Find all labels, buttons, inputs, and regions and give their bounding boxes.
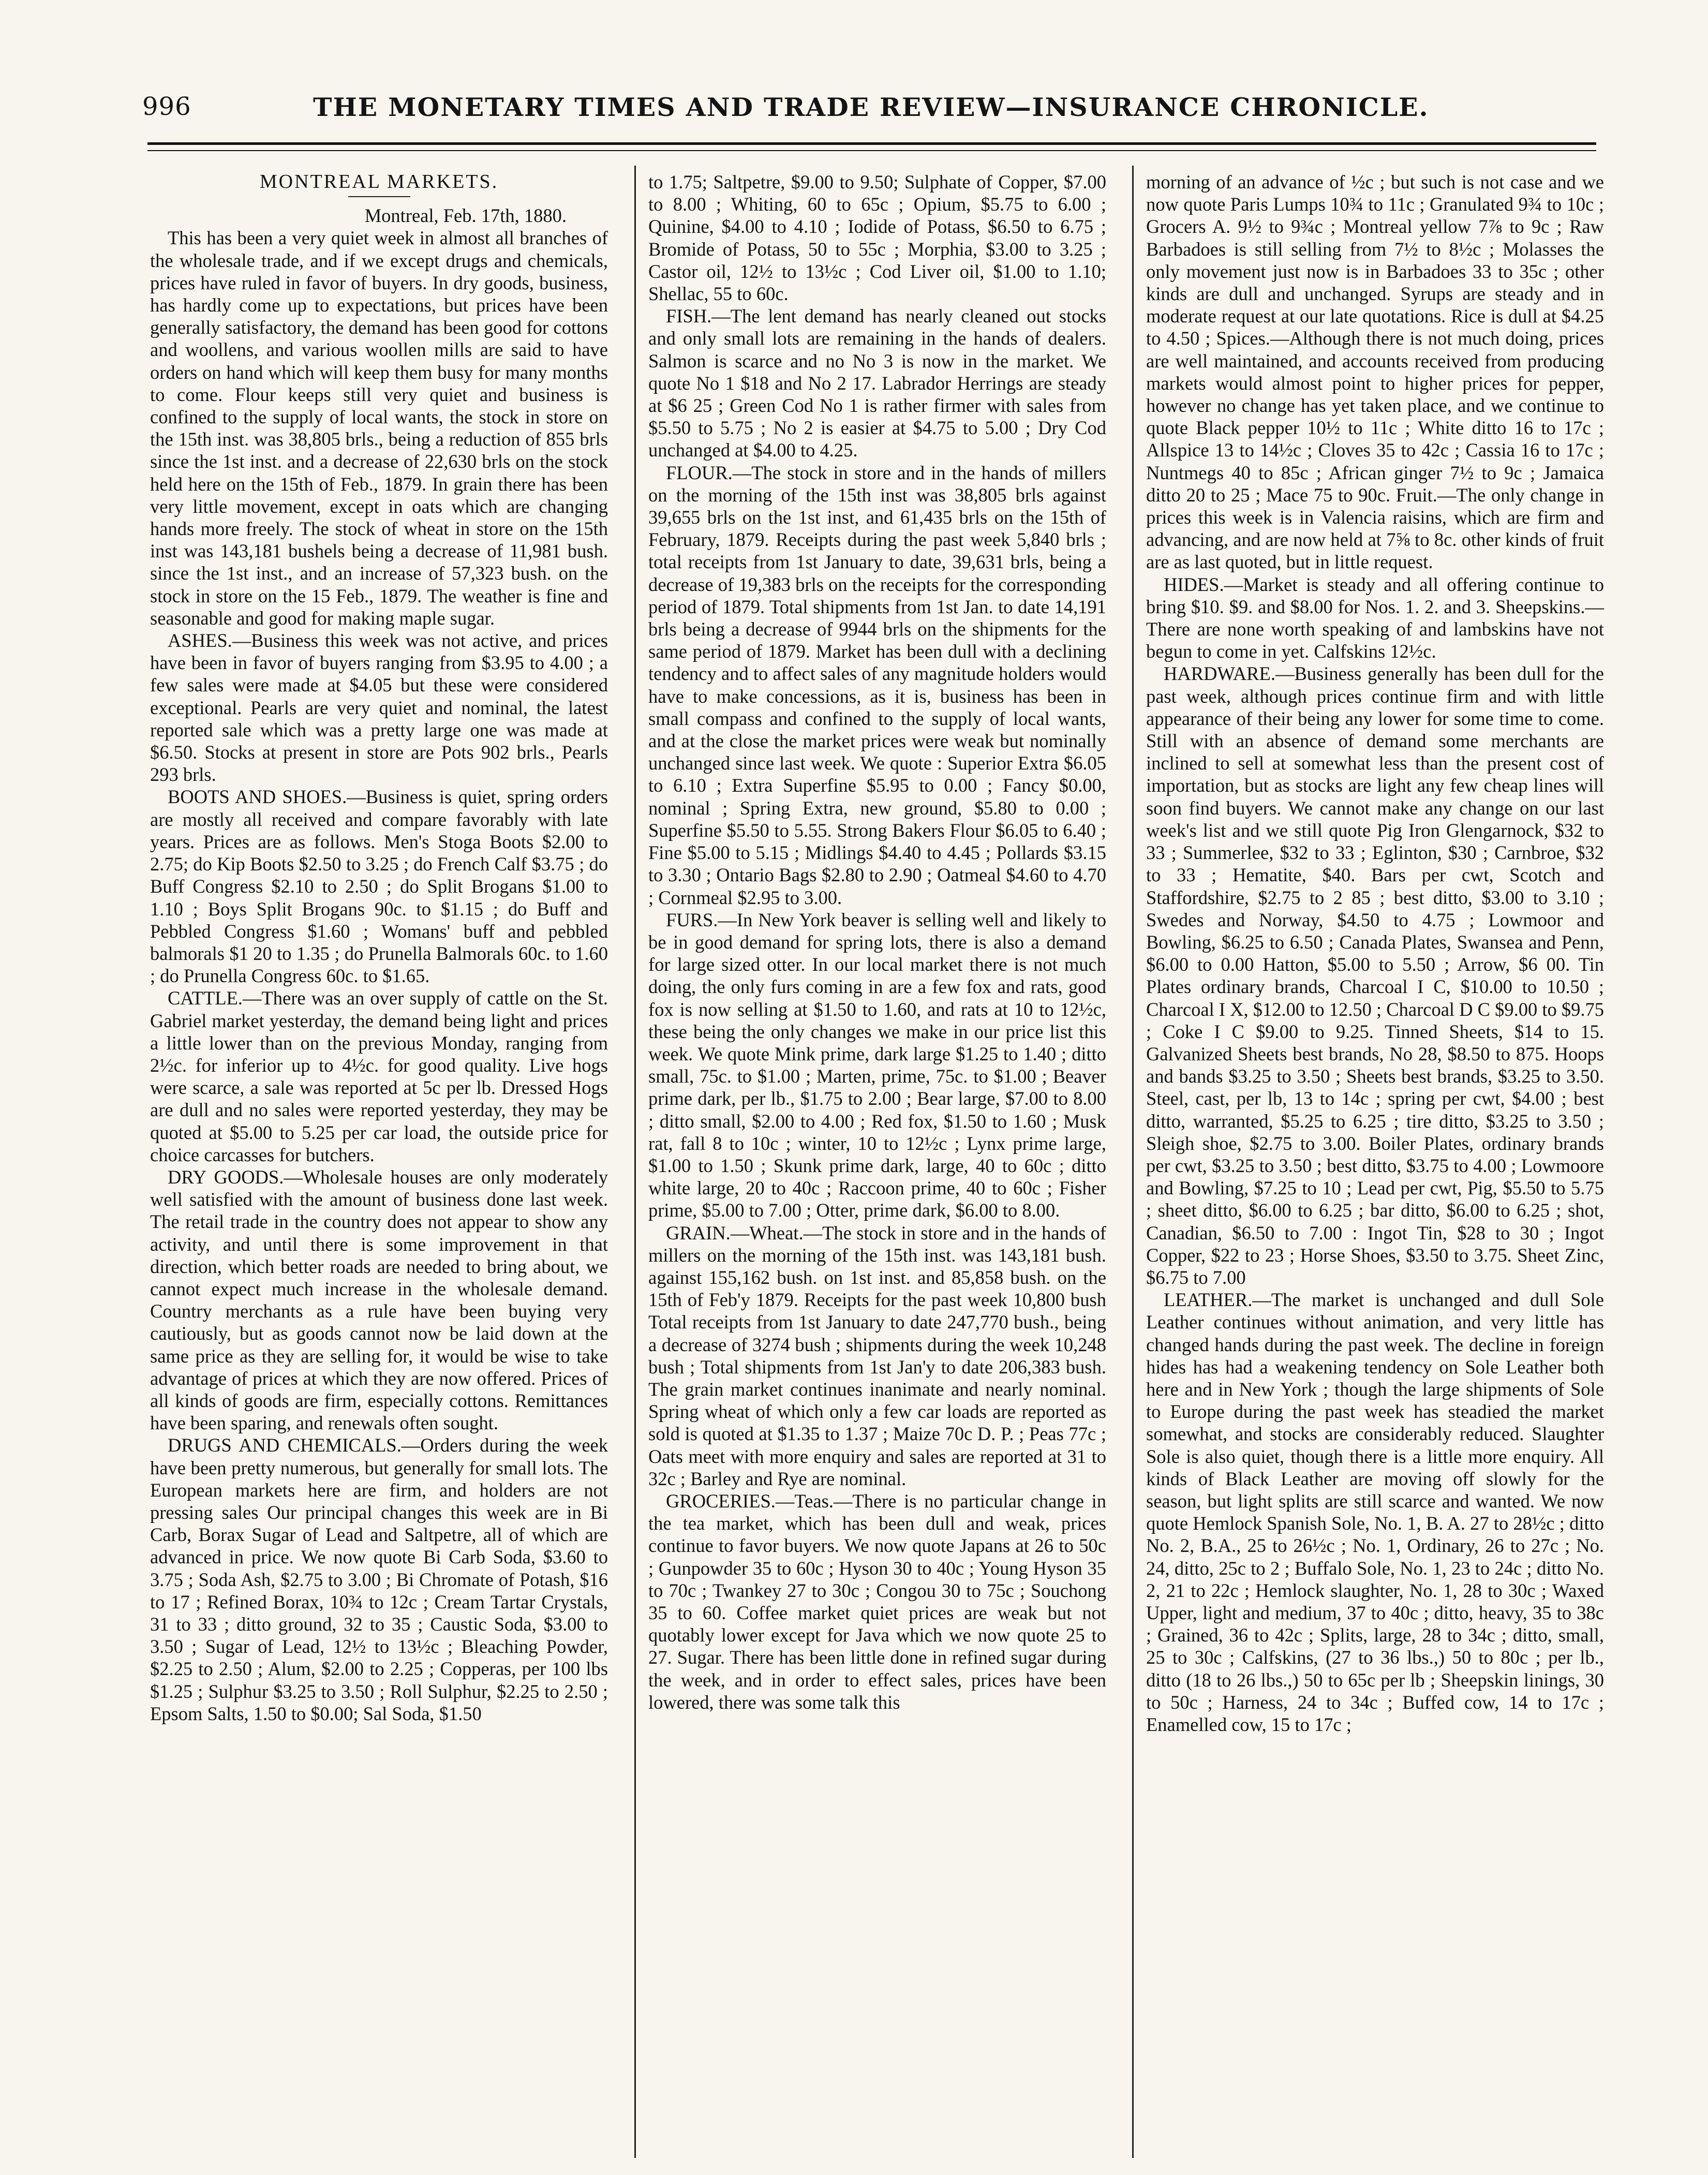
paragraph-hides: HIDES.—Market is steady and all offering continue to bring $10. $9. and $8.00 for Nos. 1. 2. and 3. Sheepskins.—There are none worth speaking of and lambskins have not begun to come in yet. Calfskins 12½c.: [1146, 573, 1604, 662]
page-number: 996: [142, 92, 191, 121]
text-column-2: [648, 171, 1106, 1713]
paragraph-dry-goods: DRY GOODS.—Wholesale houses are only moderately well satisfied with the amount of business done last week. The retail trade in the country does not appear to show any activity, and until there is some improvement in that direction, which better roads are needed to bring about, we cannot expect much increase in the wholesale demand. Country merchants as a rule have been buying very cautiously, but as goods cannot now be laid down at the same price as they are selling for, it would be wise to take advantage of prices at which they are now offered. Prices of all kinds of goods are firm, especially cottons. Remittances have been sparing, and renewals often sought.: [150, 1166, 608, 1434]
paragraph-boots-and-shoes: BOOTS AND SHOES.—Business is quiet, spring orders are mostly all received and compare favorably with late years. Prices are as follows. Men's Stoga Boots $2.00 to 2.75; do Kip Boots $2.50 to 3.25 ; do French Calf $3.75 ; do Buff Congress $2.10 to 2.50 ; do Split Brogans $1.00 to 1.10 ; Boys Split Brogans 90c. to $1.15 ; do Buff and Pebbled Congress $1.60 ; Womans' buff and pebbled balmorals $1 20 to 1.35 ; do Prunella Balmorals 60c. to 1.60 ; do Prunella Congress 60c. to $1.65.: [150, 786, 608, 987]
paragraph-cattle: CATTLE.—There was an over supply of cattle on the St. Gabriel market yesterday, the demand being light and prices a little lower than on the previous Monday, ranging from 2½c. for inferior up to 4½c. for good quality. Live hogs were scarce, a sale was reported at 5c per lb. Dressed Hogs are dull and no sales were reported yesterday, they may be quoted at $5.00 to 5.25 per car load, the outside price for choice carcasses for butchers.: [150, 987, 608, 1165]
paragraph-intro: This has been a very quiet week in almost all branches of the wholesale trade, and if we except drugs and chemicals, prices have ruled in favor of buyers. In dry goods, business, has hardly come up to expectations, but prices have been generally satisfactory, the demand has been good for cottons and woollens, and various woollen mills are said to have orders on hand which will keep them busy for many months to come. Flour keeps still very quiet and business is confined to the supply of local wants, the stock in store on the 15th inst. was 38,805 brls., being a reduction of 855 brls since the 1st inst. and a decrease of 22,630 brls on the stock held here on the 15th of Feb., 1879. In grain there has been very little movement, except in oats which are changing hands more freely. The stock of wheat in store on the 15th inst was 143,181 bushels being a decrease of 11,981 bush. since the 1st inst., and an increase of 57,323 bush. on the stock in store on the 15 Feb., 1879. The weather is fine and seasonable and good for making maple sugar.: [150, 227, 608, 629]
paragraph-leather: LEATHER.—The market is unchanged and dull Sole Leather continues without animation, and very little has changed hands during the past week. The decline in foreign hides has had a weakening tendency on Sole Leather both here and in New York ; though the large shipments of Sole to Europe during the past week has steadied the market somewhat, and stocks are considerably reduced. Slaughter Sole is also quiet, though there is a little more enquiry. All kinds of Black Leather are moving off slowly for the season, but light splits are still scarce and wanted. We now quote Hemlock Spanish Sole, No. 1, B. A. 27 to 28½c ; ditto No. 2, B.A., 25 to 26½c ; No. 1, Ordinary, 26 to 27c ; No. 24, ditto, 25c to 2 ; Buffalo Sole, No. 1, 23 to 24c ; ditto No. 2, 21 to 22c ; Hemlock slaughter, No. 1, 28 to 30c ; Waxed Upper, light and medium, 37 to 40c ; ditto, heavy, 35 to 38c ; Grained, 36 to 42c ; Splits, large, 28 to 34c ; ditto, small, 25 to 30c ; Calfskins, (27 to 36 lbs.,) 50 to 80c ; per lb., ditto (18 to 26 lbs.,) 50 to 65c per lb ; Sheepskin linings, 30 to 50c ; Harness, 24 to 34c ; Buffed cow, 14 to 17c ; Enamelled cow, 15 to 17c ;: [1146, 1289, 1604, 1736]
paragraph-flour: FLOUR.—The stock in store and in the hands of millers on the morning of the 15th inst was 38,805 brls against 39,655 brls on the 1st inst, and 61,435 brls on the 15th of February, 1879. Receipts during the past week 5,840 brls ; total receipts from 1st January to date, 39,631 brls, being a decrease of 19,383 brls on the receipts for the corresponding period of 1879. Total shipments from 1st Jan. to date 14,191 brls being a decrease of 9944 brls on the shipments for the same period of 1879. Market has been dull with a declining tendency and to affect sales of any magnitude holders would have to make concessions, as it is, business has been in small compass and confined to the supply of local wants, and at the close the market prices were weak but nominally unchanged since last week. We quote : Superior Extra $6.05 to 6.10 ; Extra Superfine $5.95 to 0.00 ; Fancy $0.00, nominal ; Spring Extra, new ground, $5.80 to 0.00 ; Superfine $5.50 to 5.55. Strong Bakers Flour $6.05 to 6.40 ; Fine $5.00 to 5.15 ; Midlings $4.40 to 4.45 ; Pollards $3.15 to 3.30 ; Ontario Bags $2.80 to 2.90 ; Oatmeal $4.60 to 4.70 ; Cornmeal $2.95 to 3.00.: [648, 462, 1106, 908]
column-divider: [1132, 166, 1134, 2158]
header-rule-thin: [147, 150, 1596, 151]
article-dateline: Montreal, Feb. 17th, 1880.: [364, 205, 567, 227]
paragraph-groceries-continued: morning of an advance of ½c ; but such is not case and we now quote Paris Lumps 10¾ to 11c ; Granulated 9¾ to 10c ; Grocers A. 9½ to 9¾c ; Montreal yellow 7⅞ to 9c ; Raw Barbadoes is still selling from 7½ to 8½c ; Molasses the only movement just now is in Barbadoes 33 to 35c ; other kinds are dull and unchanged. Syrups are steady and in moderate request at our late quotations. Rice is dull at $4.25 to 4.50 ; Spices.—Although there is not much doing, prices are well maintained, and accounts received from producing markets would almost point to higher prices for pepper, however no change has yet taken place, and we continue to quote Black pepper 10½ to 11c ; White ditto 16 to 17c ; Allspice 13 to 14½c ; Cloves 35 to 42c ; Cassia 16 to 17c ; Nuntmegs 40 to 85c ; African ginger 7½ to 9c ; Jamaica ditto 20 to 25 ; Mace 75 to 90c. Fruit.—The only change in prices this week is in Valencia raisins, which are firm and advancing, and are now held at 7⅝ to 8c. other kinds of fruit are as last quoted, but in little request.: [1146, 171, 1604, 573]
paragraph-fish: FISH.—The lent demand has nearly cleaned out stocks and only small lots are remaining in the hands of dealers. Salmon is scarce and no No 3 is now in the market. We quote No 1 $18 and No 2 17. Labrador Herrings are steady at $6 25 ; Green Cod No 1 is rather firmer with sales from $5.50 to 5.75 ; No 2 is easier at $4.75 to 5.00 ; Dry Cod unchanged at $4.00 to 4.25.: [648, 305, 1106, 461]
paragraph-groceries: GROCERIES.—Teas.—There is no particular change in the tea market, which has been dull and weak, prices continue to favor buyers. We now quote Japans at 26 to 50c ; Gunpowder 35 to 60c ; Hyson 30 to 40c ; Young Hyson 35 to 70c ; Twankey 27 to 30c ; Congou 30 to 75c ; Souchong 35 to 60. Coffee market quiet prices are weak but not quotably lower except for Java which we now quote 25 to 27. Sugar. There has been little done in refined sugar during the week, and in order to effect sales, prices have been lowered, there was some talk this: [648, 1490, 1106, 1713]
text-column-1: [150, 171, 608, 1725]
paragraph-drugs-and-chemicals: DRUGS AND CHEMICALS.—Orders during the week have been pretty numerous, but generally for small lots. The European markets here are firm, and holders are not pressing sales Our principal changes this week are in Bi Carb, Borax Sugar of Lead and Saltpetre, all of which are advanced in price. We now quote Bi Carb Soda, $3.60 to 3.75 ; Soda Ash, $2.75 to 3.00 ; Bi Chromate of Potash, $16 to 17 ; Refined Borax, 10¾ to 12c ; Cream Tartar Crystals, 31 to 33 ; ditto ground, 32 to 35 ; Caustic Soda, $3.00 to 3.50 ; Sugar of Lead, 12½ to 13½c ; Bleaching Powder, $2.25 to 2.50 ; Alum, $2.00 to 2.25 ; Copperas, per 100 lbs $1.25 ; Sulphur $3.25 to 3.50 ; Roll Sulphur, $2.25 to 2.50 ; Epsom Salts, 1.50 to $0.00; Sal Soda, $1.50: [150, 1434, 608, 1724]
paragraph-grain: GRAIN.—Wheat.—The stock in store and in the hands of millers on the morning of the 15th inst. was 143,181 bush. against 155,162 bush. on 1st inst. and 85,858 bush. on the 15th of Feb'y 1879. Receipts for the past week 10,800 bush Total receipts from 1st January to date 247,770 bush., being a decrease of 3274 bush ; shipments during the week 10,248 bush ; Total shipments from 1st Jan'y to date 206,383 bush. The grain market continues inanimate and nearly nominal. Spring wheat of which only a few car loads are reported as sold is quoted at $1.35 to 1.37 ; Maize 70c D. P. ; Peas 77c ; Oats meet with more enquiry and sales are reported at 31 to 32c ; Barley and Rye are nominal.: [648, 1222, 1106, 1489]
paragraph-ashes: ASHES.—Business this week was not active, and prices have been in favor of buyers ranging from $3.95 to 4.00 ; a few sales were made at $4.05 but these were considered exceptional. Pearls are very quiet and nominal, the latest reported sale which was a pretty large one was made at $6.50. Stocks at present in store are Pots 902 brls., Pearls 293 brls.: [150, 630, 608, 786]
page-header: [142, 92, 1612, 128]
header-rule-thick: [147, 142, 1596, 145]
column-divider: [634, 166, 636, 2158]
text-column-3: [1146, 171, 1604, 1736]
title-rule: [348, 196, 410, 197]
paragraph-hardware: HARDWARE.—Business generally has been dull for the past week, although prices continue firm and with little appearance of their being any lower for some time to come. Still with an absence of demand some merchants are inclined to sell at somewhat less than the present cost of importation, but as stocks are light any few cheap lines will soon find buyers. We cannot make any change on our last week's list and we still quote Pig Iron Glengarnock, $32 to 33 ; Summerlee, $32 to 33 ; Eglinton, $30 ; Carnbroe, $32 to 33 ; Hematite, $40. Bars per cwt, Scotch and Staffordshire, $2.75 to 2 85 ; best ditto, $3.00 to 3.10 ; Swedes and Norway, $4.50 to 4.75 ; Lowmoor and Bowling, $6.25 to 6.50 ; Canada Plates, Swansea and Penn, $6.00 to 0.00 Hatton, $5.00 to 5.50 ; Arrow, $6 00. Tin Plates ordinary brands, Charcoal I C, $10.00 to 10.50 ; Charcoal I X, $12.00 to 12.50 ; Charcoal D C $9.00 to $9.75 ; Coke I C $9.00 to 9.25. Tinned Sheets, $14 to 15. Galvanized Sheets best brands, No 28, $8.50 to 875. Hoops and bands $3.25 to 3.50 ; Sheets best brands, $3.25 to 3.50. Steel, cast, per lb, 13 to 14c ; spring per cwt, $4.00 ; best ditto, warranted, $5.25 to 6.25 ; tire ditto, $3.25 to 3.50 ; Sleigh shoe, $2.75 to 3.00. Boiler Plates, ordinary brands per cwt, $3.25 to 3.50 ; best ditto, $3.75 to 4.00 ; Lowmoore and Bowling, $7.25 to 10 ; Lead per cwt, Pig, $5.50 to 5.75 ; sheet ditto, $6.00 to 6.25 ; bar ditto, $6.00 to 6.25 ; shot, Canadian, $6.50 to 7.00 : Ingot Tin, $28 to 30 ; Ingot Copper, $22 to 23 ; Horse Shoes, $3.50 to 3.75. Sheet Zinc, $6.75 to 7.00: [1146, 663, 1605, 1288]
masthead-title: THE MONETARY TIMES AND TRADE REVIEW—INSURANCE CHRONICLE.: [313, 92, 1429, 122]
article-title: MONTREAL MARKETS.: [259, 171, 499, 193]
paragraph-drugs-continued: to 1.75; Saltpetre, $9.00 to 9.50; Sulphate of Copper, $7.00 to 8.00 ; Whiting, 60 to 65c ; Opium, $5.75 to 6.00 ; Quinine, $4.00 to 4.10 ; Iodide of Potass, $6.50 to 6.75 ; Bromide of Potass, 50 to 55c ; Morphia, $3.00 to 3.25 ; Castor oil, 12½ to 13½c ; Cod Liver oil, $1.00 to 1.10; Shellac, 55 to 60c.: [648, 171, 1106, 305]
paragraph-furs: FURS.—In New York beaver is selling well and likely to be in good demand for spring lots, there is also a demand for large sized otter. In our local market there is not much doing, the only furs coming in are a few fox and rats, good fox is now selling at $1.50 to 1.60, and rats at 10 to 12½c, these being the only changes we make in our price list this week. We quote Mink prime, dark large $1.25 to 1.40 ; ditto small, 75c. to $1.00 ; Marten, prime, 75c. to $1.00 ; Beaver prime dark, per lb., $1.75 to 2.00 ; Bear large, $7.00 to 8.00 ; ditto small, $2.00 to 4.00 ; Red fox, $1.50 to 1.60 ; Musk rat, fall 8 to 10c ; winter, 10 to 12½c ; Lynx prime large, $1.00 to 1.50 ; Skunk prime dark, large, 40 to 60c ; ditto white large, 20 to 40c ; Raccoon prime, 40 to 60c ; Fisher prime, $5.00 to 7.00 ; Otter, prime dark, $6.00 to 8.00.: [648, 909, 1106, 1221]
